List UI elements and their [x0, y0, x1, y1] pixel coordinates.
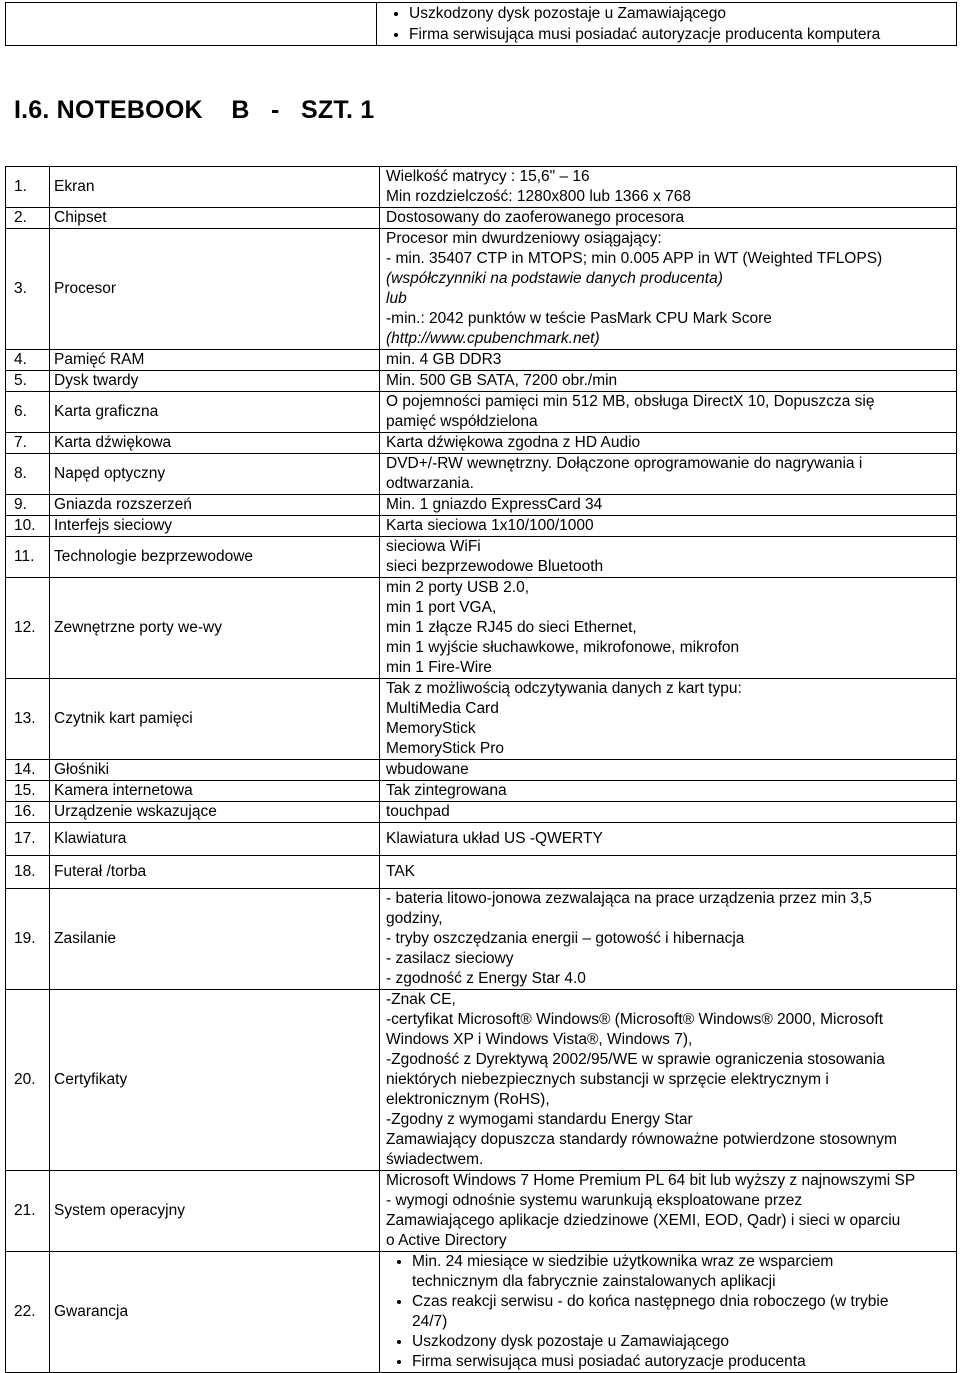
value-line: Karta sieciowa 1x10/100/1000 — [386, 517, 594, 534]
table-row — [6, 350, 957, 371]
table-row — [6, 454, 957, 495]
value-line: Procesor min dwurdzeniowy osiągający: — [386, 230, 662, 247]
table-row — [6, 760, 957, 781]
value-line: (http://www.cpubenchmark.net) — [386, 330, 600, 347]
value-line: -Znak CE, — [386, 991, 456, 1008]
value-line: -certyfikat Microsoft® Windows® (Microsoft® Windows® 2000, Microsoft — [386, 1011, 884, 1028]
value-line: elektronicznym (RoHS), — [386, 1091, 550, 1108]
parameter-name: Ekran — [50, 167, 380, 208]
value-line: O pojemności pamięci min 512 MB, obsługa DirectX 10, Dopuszcza się — [386, 393, 875, 410]
row-number: 3. — [6, 229, 50, 350]
parameter-name: Urządzenie wskazujące — [50, 802, 380, 823]
parameter-name: System operacyjny — [50, 1171, 380, 1252]
parameter-value — [380, 760, 957, 781]
parameter-name: Certyfikaty — [50, 990, 380, 1171]
value-line: MemoryStick — [386, 720, 476, 737]
parameter-value — [380, 392, 957, 433]
value-line: - zgodność z Energy Star 4.0 — [386, 970, 586, 987]
parameter-value — [380, 802, 957, 823]
list-item: • Uszkodzony dysk pozostaje u Zamawiającego — [409, 3, 952, 24]
value-line: min 1 port VGA, — [386, 599, 497, 616]
parameter-value — [380, 990, 957, 1171]
value-line: TAK — [386, 863, 415, 880]
parameter-value — [380, 781, 957, 802]
parameter-name: Napęd optyczny — [50, 454, 380, 495]
table-row — [6, 229, 957, 350]
value-line: MemoryStick Pro — [386, 740, 504, 757]
parameter-value — [380, 167, 957, 208]
table-row — [6, 392, 957, 433]
value-line: - zasilacz sieciowy — [386, 950, 514, 967]
row-number: 6. — [6, 392, 50, 433]
parameter-value — [380, 1252, 957, 1373]
list-item — [412, 1332, 952, 1352]
value-line: o Active Directory — [386, 1232, 507, 1249]
row-number: 2. — [6, 208, 50, 229]
parameter-name: Gwarancja — [50, 1252, 380, 1373]
table-row — [6, 1171, 957, 1252]
row-number: 14. — [6, 760, 50, 781]
parameter-name: Zasilanie — [50, 889, 380, 990]
value-line: touchpad — [386, 803, 450, 820]
notebook-spec-table — [5, 166, 957, 1373]
value-line: -Zgodność z Dyrektywą 2002/95/WE w sprawie ograniczenia stosowania — [386, 1051, 885, 1068]
parameter-name: Karta graficzna — [50, 392, 380, 433]
section-heading: I.6. NOTEBOOK B - SZT. 1 — [14, 96, 375, 124]
row-number: 4. — [6, 350, 50, 371]
table-row — [6, 823, 957, 856]
row-number: 19. — [6, 889, 50, 990]
parameter-name: Gniazda rozszerzeń — [50, 495, 380, 516]
list-item — [412, 1352, 952, 1372]
value-line: • Uszkodzony dysk pozostaje u Zamawiającego — [412, 1333, 730, 1350]
table-row — [6, 802, 957, 823]
value-line: Min. 500 GB SATA, 7200 obr./min — [386, 372, 618, 389]
table-row — [6, 781, 957, 802]
parameter-value — [380, 578, 957, 679]
list-item: • Firma serwisująca musi posiadać autoryzacje producenta komputera — [409, 24, 952, 45]
row-number: 9. — [6, 495, 50, 516]
table-row — [6, 371, 957, 392]
value-line: • Czas reakcji serwisu - do końca następnego dnia roboczego (w trybie — [412, 1293, 889, 1310]
value-line: - tryby oszczędzania energii – gotowość i hibernacja — [386, 930, 745, 947]
parameter-value — [380, 1171, 957, 1252]
table-row — [6, 167, 957, 208]
table-row — [6, 889, 957, 990]
value-line: wbudowane — [386, 761, 469, 778]
row-number: 7. — [6, 433, 50, 454]
parameter-value — [380, 350, 957, 371]
previous-section-table — [5, 2, 957, 46]
value-line: - bateria litowo-jonowa zezwalająca na prace urządzenia przez min 3,5 — [386, 890, 872, 907]
empty-cell — [6, 3, 377, 46]
row-number: 5. — [6, 371, 50, 392]
value-line: Windows XP i Windows Vista®, Windows 7), — [386, 1031, 693, 1048]
value-line: Zamawiający dopuszcza standardy równoważne potwierdzone stosownym — [386, 1131, 897, 1148]
value-line: min 2 porty USB 2.0, — [386, 579, 530, 596]
value-line: technicznym dla fabrycznie zainstalowanych aplikacji — [412, 1273, 776, 1290]
row-number: 11. — [6, 537, 50, 578]
row-number: 16. — [6, 802, 50, 823]
parameter-value — [380, 433, 957, 454]
parameter-name: Głośniki — [50, 760, 380, 781]
value-line: - min. 35407 CTP in MTOPS; min 0.005 APP in WT (Weighted TFLOPS) — [386, 250, 883, 267]
value-line: Min. 1 gniazdo ExpressCard 34 — [386, 496, 603, 513]
parameter-name: Karta dźwiękowa — [50, 433, 380, 454]
warranty-list — [386, 1252, 952, 1372]
value-line: • Min. 24 miesiące w siedzibie użytkownika wraz ze wsparciem — [412, 1253, 834, 1270]
value-line: MultiMedia Card — [386, 700, 499, 717]
value-line: min 1 wyjście słuchawkowe, mikrofonowe, mikrofon — [386, 639, 740, 656]
table-row — [6, 856, 957, 889]
parameter-name: Klawiatura — [50, 823, 380, 856]
parameter-value — [380, 823, 957, 856]
table-row — [6, 433, 957, 454]
list-item — [412, 1292, 952, 1332]
parameter-value — [380, 208, 957, 229]
table-row — [6, 3, 957, 46]
table-row — [6, 679, 957, 760]
value-line: sieciowa WiFi — [386, 538, 481, 555]
parameter-name: Dysk twardy — [50, 371, 380, 392]
parameter-value — [380, 516, 957, 537]
table-row — [6, 1252, 957, 1373]
value-line: Tak z możliwością odczytywania danych z kart typu: — [386, 680, 742, 697]
table-row — [6, 990, 957, 1171]
parameter-name: Zewnętrzne porty we-wy — [50, 578, 380, 679]
parameter-value — [380, 495, 957, 516]
list-item — [412, 1252, 952, 1292]
row-number: 18. — [6, 856, 50, 889]
table-row — [6, 537, 957, 578]
value-line: sieci bezprzewodowe Bluetooth — [386, 558, 604, 575]
value-line: Wielkość matrycy : 15,6" – 16 — [386, 168, 590, 185]
value-line: niektórych niebezpiecznych substancji w sprzęcie elektrycznym i — [386, 1071, 829, 1088]
value-line: Microsoft Windows 7 Home Premium PL 64 bit lub wyższy z najnowszymi SP — [386, 1172, 916, 1189]
parameter-name: Chipset — [50, 208, 380, 229]
value-line: • Firma serwisująca musi posiadać autoryzacje producenta — [412, 1353, 806, 1370]
value-line: min 1 złącze RJ45 do sieci Ethernet, — [386, 619, 637, 636]
parameter-value — [380, 856, 957, 889]
parameter-value — [380, 679, 957, 760]
warranty-continuation-cell — [377, 3, 957, 46]
value-line: Dostosowany do zaoferowanego procesora — [386, 209, 685, 226]
parameter-name: Czytnik kart pamięci — [50, 679, 380, 760]
parameter-value — [380, 537, 957, 578]
parameter-value — [380, 889, 957, 990]
row-number: 1. — [6, 167, 50, 208]
value-line: min. 4 GB DDR3 — [386, 351, 502, 368]
row-number: 13. — [6, 679, 50, 760]
table-row — [6, 578, 957, 679]
row-number: 17. — [6, 823, 50, 856]
value-line: min 1 Fire-Wire — [386, 659, 492, 676]
value-line: lub — [386, 290, 407, 307]
table-row — [6, 516, 957, 537]
value-line: 24/7) — [412, 1313, 448, 1330]
row-number: 15. — [6, 781, 50, 802]
parameter-value — [380, 454, 957, 495]
parameter-name: Kamera internetowa — [50, 781, 380, 802]
value-line: DVD+/-RW wewnętrzny. Dołączone oprogramowanie do nagrywania i — [386, 455, 863, 472]
parameter-name: Futerał /torba — [50, 856, 380, 889]
table-row — [6, 208, 957, 229]
value-line: Min rozdzielczość: 1280x800 lub 1366 x 768 — [386, 188, 692, 205]
value-line: Klawiatura układ US -QWERTY — [386, 830, 603, 847]
value-line: -min.: 2042 punktów w teście PasMark CPU Mark Score — [386, 310, 772, 327]
value-line: Karta dźwiękowa zgodna z HD Audio — [386, 434, 641, 451]
value-line: świadectwem. — [386, 1151, 484, 1168]
value-line: (współczynniki na podstawie danych producenta) — [386, 270, 723, 287]
parameter-value — [380, 371, 957, 392]
parameter-name: Technologie bezprzewodowe — [50, 537, 380, 578]
row-number: 12. — [6, 578, 50, 679]
row-number: 22. — [6, 1252, 50, 1373]
value-line: pamięć współdzielona — [386, 413, 538, 430]
row-number: 8. — [6, 454, 50, 495]
row-number: 10. — [6, 516, 50, 537]
parameter-name: Interfejs sieciowy — [50, 516, 380, 537]
parameter-value — [380, 229, 957, 350]
row-number: 21. — [6, 1171, 50, 1252]
value-line: -Zgodny z wymogami standardu Energy Star — [386, 1111, 693, 1128]
row-number: 20. — [6, 990, 50, 1171]
value-line: Tak zintegrowana — [386, 782, 507, 799]
value-line: odtwarzania. — [386, 475, 474, 492]
value-line: Zamawiającego aplikacje dziedzinowe (XEMI, EOD, Qadr) i sieci w oparciu — [386, 1212, 901, 1229]
parameter-name: Pamięć RAM — [50, 350, 380, 371]
value-line: godziny, — [386, 910, 443, 927]
table-row — [6, 495, 957, 516]
parameter-name: Procesor — [50, 229, 380, 350]
value-line: - wymogi odnośnie systemu warunkują eksploatowane przez — [386, 1192, 803, 1209]
